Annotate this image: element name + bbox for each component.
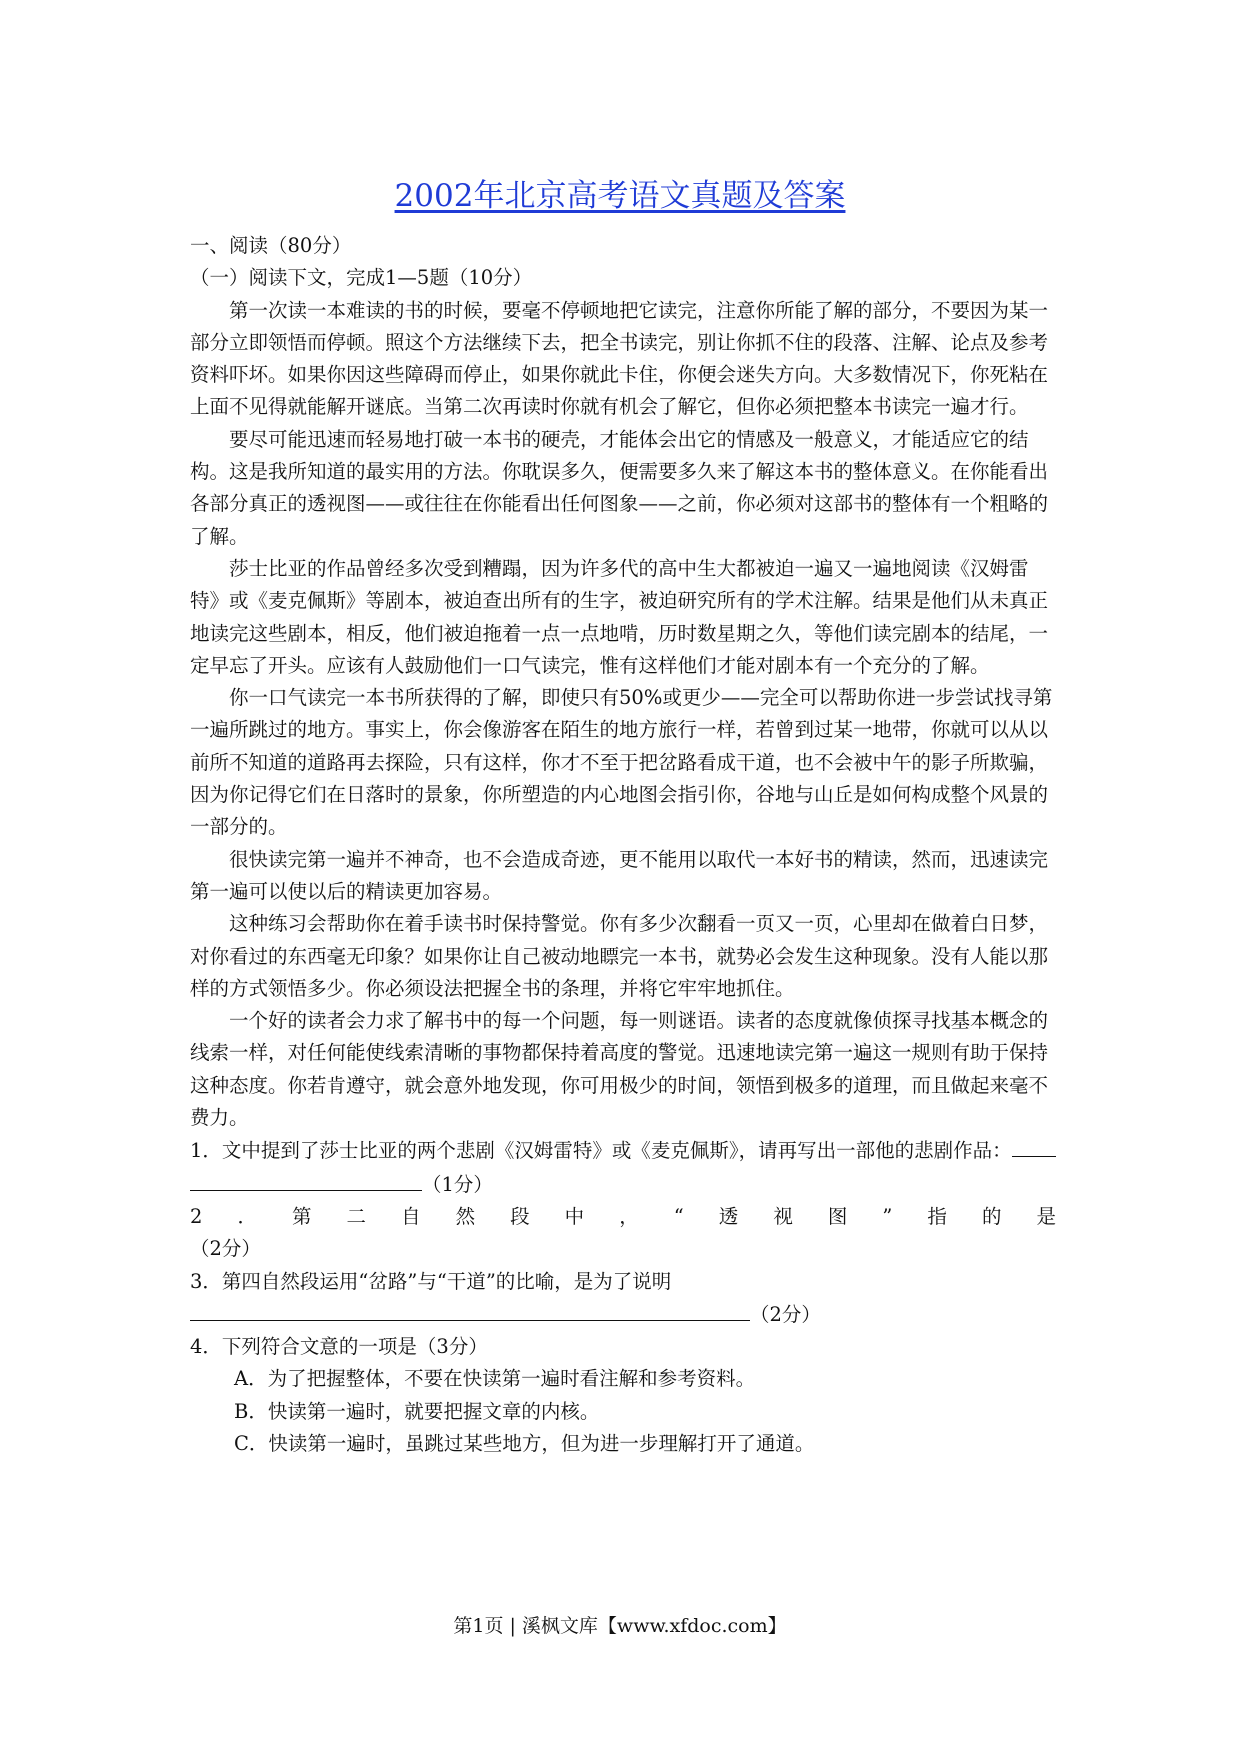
passage-paragraph-7: 一个好的读者会力求了解书中的每一个问题，每一则谜语。读者的态度就像侦探寻找基本概念的线索一样，对任何能使线索清晰的事物都保持着高度的警觉。迅速地读完第一遍这一规则有助于保持这种态度。你若肯遵守，就会意外地发现，你可用极少的时间，领悟到极多的道理，而且做起来毫不费力。 — [190, 1009, 1049, 1130]
question-3-text: 3．第四自然段运用“岔路”与“干道”的比喻，是为了说明 — [190, 1269, 672, 1293]
passage-paragraph-4: 你一口气读完一本书所获得的了解，即使只有50%或更少——完全可以帮助你进一步尝试找寻第一遍所跳过的地方。事实上，你会像游客在陌生的地方旅行一样，若曾到过某一地带，你就可以从以前所不知道的道路再去探险，只有这样，你才不至于把岔路看成干道，也不会被中午的影子所欺骗，因为你记得它们在日落时的景象，你所塑造的内心地图会指引你，谷地与山丘是如何构成整个风景的一部分的。 — [190, 686, 1053, 839]
question-2-continuation — [190, 1233, 1056, 1265]
answer-blank-3[interactable] — [190, 1298, 750, 1321]
question-1-text: 1．文中提到了莎士比亚的两个悲剧《汉姆雷特》或《麦克佩斯》，请再写出一部他的悲剧作品： — [190, 1139, 1012, 1163]
section-heading: 一、阅读（80分） — [190, 234, 352, 257]
document-body — [190, 230, 1056, 1460]
question-4-option-c[interactable]: C．快读第一遍时，虽跳过某些地方，但为进一步理解打开了通道。 — [234, 1431, 815, 1455]
question-3 — [190, 1266, 1056, 1298]
question-4: 4．下列符合文意的一项是（3分） — [190, 1335, 488, 1359]
passage-paragraph-6: 这种练习会帮助你在着手读书时保持警觉。你有多少次翻看一页又一页，心里却在做着白日梦，对你看过的东西毫无印象？如果你让自己被动地瞟完一本书，就势必会发生这种现象。没有人能以那样的方式领悟多少。你必须设法把握全书的条理，并将它牢牢地抓住。 — [190, 912, 1049, 1000]
question-4-option-a[interactable]: A．为了把握整体，不要在快读第一遍时看注解和参考资料。 — [234, 1367, 756, 1391]
question-1 — [190, 1134, 1056, 1167]
passage-paragraph-3: 莎士比亚的作品曾经多次受到糟蹋，因为许多代的高中生大都被迫一遍又一遍地阅读《汉姆雷特》或《麦克佩斯》等剧本，被迫查出所有的生字，被迫研究所有的学术注解。结果是他们从未真正地读完这些剧本，相反，他们被迫拖着一点一点地啃，历时数星期之久，等他们读完剧本的结尾，一定早忘了开头。应该有人鼓励他们一口气读完，惟有这样他们才能对剧本有一个充分的了解。 — [190, 556, 1049, 677]
answer-blank-1b[interactable] — [190, 1168, 422, 1191]
question-2 — [190, 1201, 1056, 1233]
page-title[interactable]: 2002年北京高考语文真题及答案 — [394, 178, 846, 214]
answer-blank-1a[interactable] — [1012, 1134, 1056, 1157]
question-3-score: （2分） — [750, 1302, 821, 1326]
passage-paragraph-2: 要尽可能迅速而轻易地打破一本书的硬壳，才能体会出它的情感及一般意义，才能适应它的结构。这是我所知道的最实用的方法。你耽误多久，便需要多久来了解这本书的整体意义。在你能看出各部分真正的透视图——或往往在你能看出任何图象——之前，你必须对这部书的整体有一个粗略的了解。 — [190, 427, 1049, 548]
page-footer: 第1页 | 溪枫文库【www.xfdoc.com】 — [453, 1615, 787, 1637]
question-1-score: （1分） — [422, 1172, 493, 1196]
subsection-heading: （一）阅读下文，完成1—5题（10分） — [190, 266, 533, 290]
question-4-option-b[interactable]: B．快读第一遍时，就要把握文章的内核。 — [234, 1399, 600, 1423]
passage-paragraph-5: 很快读完第一遍并不神奇，也不会造成奇迹，更不能用以取代一本好书的精读，然而，迅速读完第一遍可以使以后的精读更加容易。 — [190, 847, 1049, 903]
question-2-score: （2分） — [190, 1237, 261, 1261]
question-3-continuation — [190, 1298, 1056, 1331]
question-2-text: 2．第二自然段中，“透视图”指的是 — [190, 1204, 1056, 1228]
passage-paragraph-1: 第一次读一本难读的书的时候，要毫不停顿地把它读完，注意你所能了解的部分，不要因为某一部分立即领悟而停顿。照这个方法继续下去，把全书读完，别让你抓不住的段落、注解、论点及参考资料吓坏。如果你因这些障碍而停止，如果你就此卡住，你便会迷失方向。大多数情况下，你死粘在上面不见得就能解开谜底。当第二次再读时你就有机会了解它，但你必须把整本书读完一遍才行。 — [190, 298, 1049, 419]
question-1-continuation — [190, 1168, 1056, 1201]
